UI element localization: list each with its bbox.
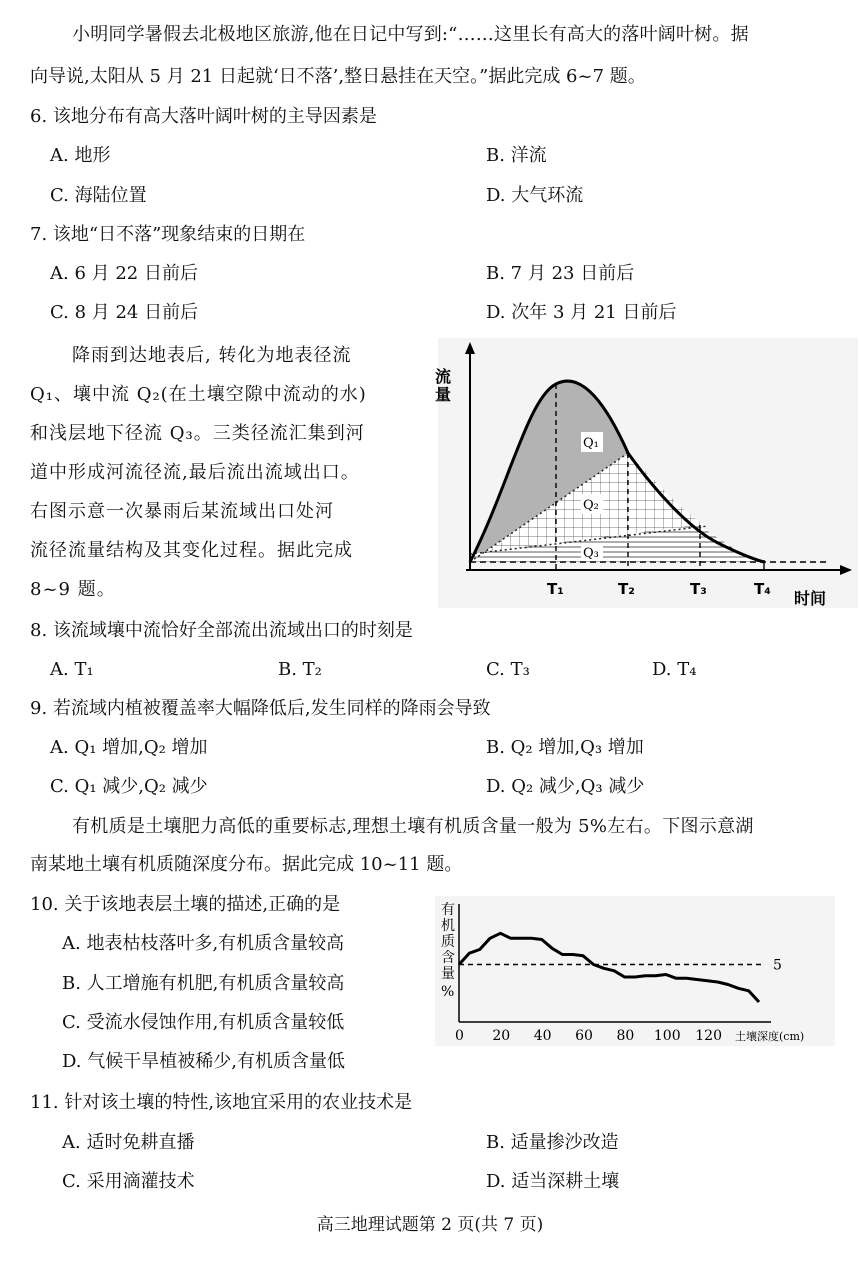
x-axis-label: 时间: [794, 589, 827, 608]
q7-option-b: B. 7 月 23 日前后: [486, 263, 635, 284]
q9-option-d: D. Q₂ 减少,Q₃ 减少: [486, 776, 645, 797]
intro-8-9-line: 降雨到达地表后, 转化为地表径流: [72, 345, 352, 366]
x-tick-label: 40: [533, 1028, 552, 1044]
organic-matter-chart: [435, 896, 835, 1046]
intro-8-9-line: 流径流量结构及其变化过程。据此完成: [30, 540, 353, 561]
intro-8-9-line: 8~9 题。: [30, 579, 116, 600]
intro-6-7-line1: 小明同学暑假去北极地区旅游,他在日记中写到:“……这里长有高大的落叶阔叶树。据: [72, 24, 749, 45]
x-tick-label: 20: [492, 1028, 511, 1044]
q6-stem: 6. 该地分布有高大落叶阔叶树的主导因素是: [30, 106, 377, 127]
q6-option-a: A. 地形: [50, 145, 111, 166]
q8-option-a: A. T₁: [50, 659, 94, 680]
q11-option-b: B. 适量掺沙改造: [486, 1132, 619, 1153]
q9-option-c: C. Q₁ 减少,Q₂ 减少: [50, 776, 208, 797]
tick-t3: T₃: [690, 580, 707, 598]
intro-8-9-line: 道中形成河流径流,最后流出流域出口。: [30, 462, 360, 483]
q9-option-a: A. Q₁ 增加,Q₂ 增加: [50, 737, 208, 758]
y-axis-label: 流量: [432, 368, 452, 404]
q9-stem: 9. 若流域内植被覆盖率大幅降低后,发生同样的降雨会导致: [30, 698, 491, 719]
q10-option-c: C. 受流水侵蚀作用,有机质含量较低: [62, 1012, 345, 1033]
q8-stem: 8. 该流域壤中流恰好全部流出流域出口的时刻是: [30, 620, 413, 641]
q11-option-d: D. 适当深耕土壤: [486, 1171, 620, 1192]
q8-option-d: D. T₄: [652, 659, 697, 680]
intro-8-9-line: 和浅层地下径流 Q₃。三类径流汇集到河: [30, 423, 365, 444]
x-tick-label: 120: [695, 1028, 723, 1044]
q10-option-a: A. 地表枯枝落叶多,有机质含量较高: [62, 933, 345, 954]
q7-option-d: D. 次年 3 月 21 日前后: [486, 302, 677, 323]
runoff-chart: [432, 338, 858, 608]
intro-6-7-line2: 向导说,太阳从 5 月 21 日起就‘日不落’,整日悬挂在天空。”据此完成 6~7 题。: [30, 66, 646, 87]
tick-t1: T₁: [547, 580, 564, 598]
q11-option-c: C. 采用滴灌技术: [62, 1171, 195, 1192]
page-footer: 高三地理试题第 2 页(共 7 页): [316, 1215, 544, 1235]
y-axis-label: [441, 902, 455, 1000]
x-tick-label: 80: [616, 1028, 635, 1044]
intro-8-9-line: 右图示意一次暴雨后某流域出口处河: [30, 501, 334, 522]
y-label-char: 含: [441, 950, 455, 966]
x-tick-label: 60: [575, 1028, 593, 1044]
intro-8-9-line: Q₁、壤中流 Q₂(在土壤空隙中流动的水): [30, 384, 367, 405]
q10-option-b: B. 人工增施有机肥,有机质含量较高: [62, 973, 345, 994]
intro-8-9: [30, 336, 400, 609]
x-tick-label: 0: [455, 1028, 464, 1044]
q9-option-b: B. Q₂ 增加,Q₃ 增加: [486, 737, 644, 758]
q3-label: Q₃: [583, 546, 599, 561]
q1-label: Q₁: [583, 436, 599, 451]
y-label-char: 机: [441, 918, 455, 934]
intro-10-11-line2: 南某地土壤有机质随深度分布。据此完成 10~11 题。: [30, 854, 463, 875]
y-label-char: 有: [441, 902, 455, 918]
q10-stem: 10. 关于该地表层土壤的描述,正确的是: [30, 894, 341, 915]
x-tick-label: 100: [653, 1028, 681, 1044]
intro-10-11-line1: 有机质是土壤肥力高低的重要标志,理想土壤有机质含量一般为 5%左右。下图示意湖: [72, 816, 754, 837]
tick-t4: T₄: [754, 580, 771, 598]
q8-option-b: B. T₂: [278, 659, 322, 680]
q6-option-b: B. 洋流: [486, 145, 547, 166]
q7-option-c: C. 8 月 24 日前后: [50, 302, 199, 323]
q6-option-d: D. 大气环流: [486, 185, 584, 206]
y-label-char: 质: [441, 934, 455, 950]
y-label-char: %: [441, 984, 455, 1000]
q8-option-c: C. T₃: [486, 659, 530, 680]
chart-bg: [438, 338, 858, 608]
q6-option-c: C. 海陆位置: [50, 185, 147, 206]
q7-option-a: A. 6 月 22 日前后: [50, 263, 198, 284]
y-label-char: 量: [441, 966, 455, 982]
x-axis-label: 土壤深度(cm): [735, 1030, 805, 1043]
q2-label: Q₂: [583, 498, 599, 513]
q7-stem: 7. 该地“日不落”现象结束的日期在: [30, 224, 306, 245]
q10-option-d: D. 气候干旱植被稀少,有机质含量低: [62, 1051, 345, 1072]
reference-label: 5: [773, 957, 782, 974]
q11-option-a: A. 适时免耕直播: [62, 1132, 195, 1153]
q11-stem: 11. 针对该土壤的特性,该地宜采用的农业技术是: [30, 1092, 413, 1113]
tick-t2: T₂: [618, 580, 635, 598]
